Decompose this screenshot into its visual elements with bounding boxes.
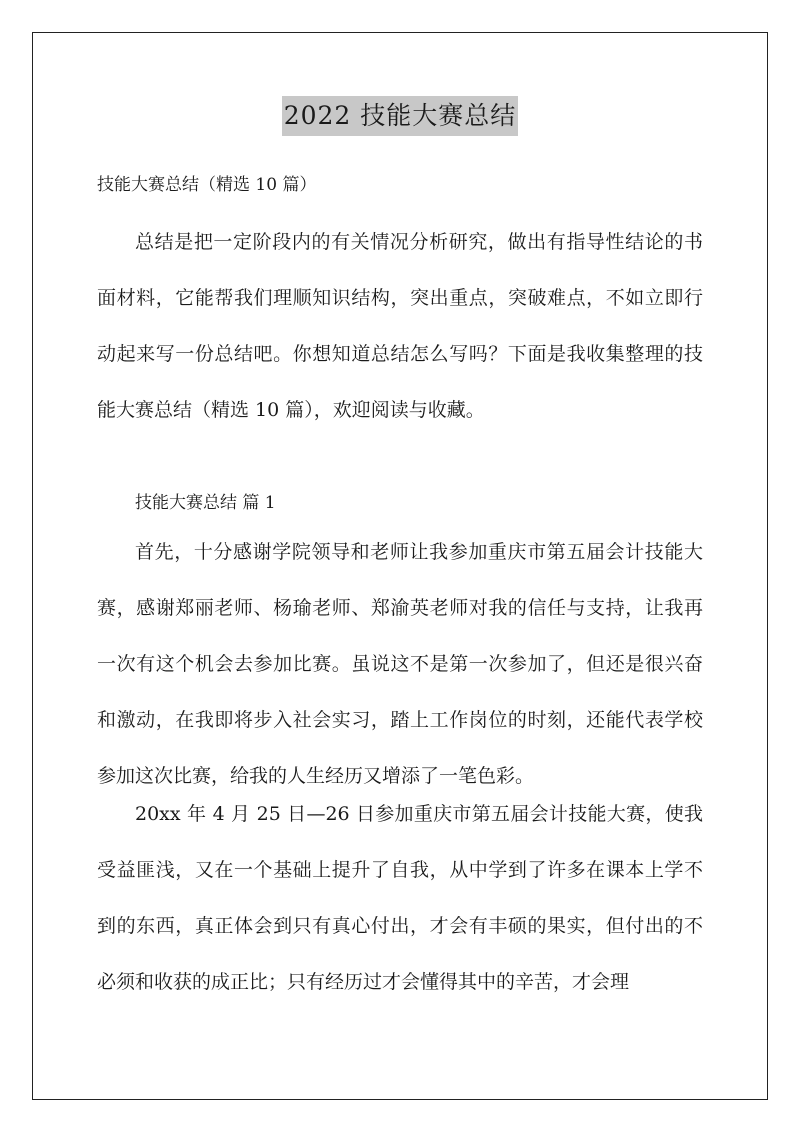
title-container	[0, 96, 800, 136]
document-title: 2022 技能大赛总结	[282, 96, 519, 136]
body-paragraph-1: 首先，十分感谢学院领导和老师让我参加重庆市第五届会计技能大赛，感谢郑丽老师、杨瑜老师、郑渝英老师对我的信任与支持，让我再一次有这个机会去参加比赛。虽说这不是第一次参加了，但还是很兴奋和激动，在我即将步入社会实习，踏上工作岗位的时刻，还能代表学校参加这次比赛，给我的人生经历又增添了一笔色彩。	[97, 541, 703, 787]
section-heading: 技能大赛总结 篇 1	[135, 493, 276, 513]
document-subtitle: 技能大赛总结（精选 10 篇）	[97, 175, 317, 195]
intro-paragraph: 总结是把一定阶段内的有关情况分析研究，做出有指导性结论的书面材料，它能帮我们理顺知识结构，突出重点，突破难点，不如立即行动起来写一份总结吧。你想知道总结怎么写吗？下面是我收集整理的技能大赛总结（精选 10 篇），欢迎阅读与收藏。	[97, 231, 703, 421]
body-paragraph-2: 20xx 年 4 月 25 日—26 日参加重庆市第五届会计技能大赛，使我受益匪浅，又在一个基础上提升了自我，从中学到了许多在课本上学不到的东西，真正体会到只有真心付出，才会有丰硕的果实，但付出的不必须和收获的成正比；只有经历过才会懂得其中的辛苦，才会理	[97, 803, 703, 993]
